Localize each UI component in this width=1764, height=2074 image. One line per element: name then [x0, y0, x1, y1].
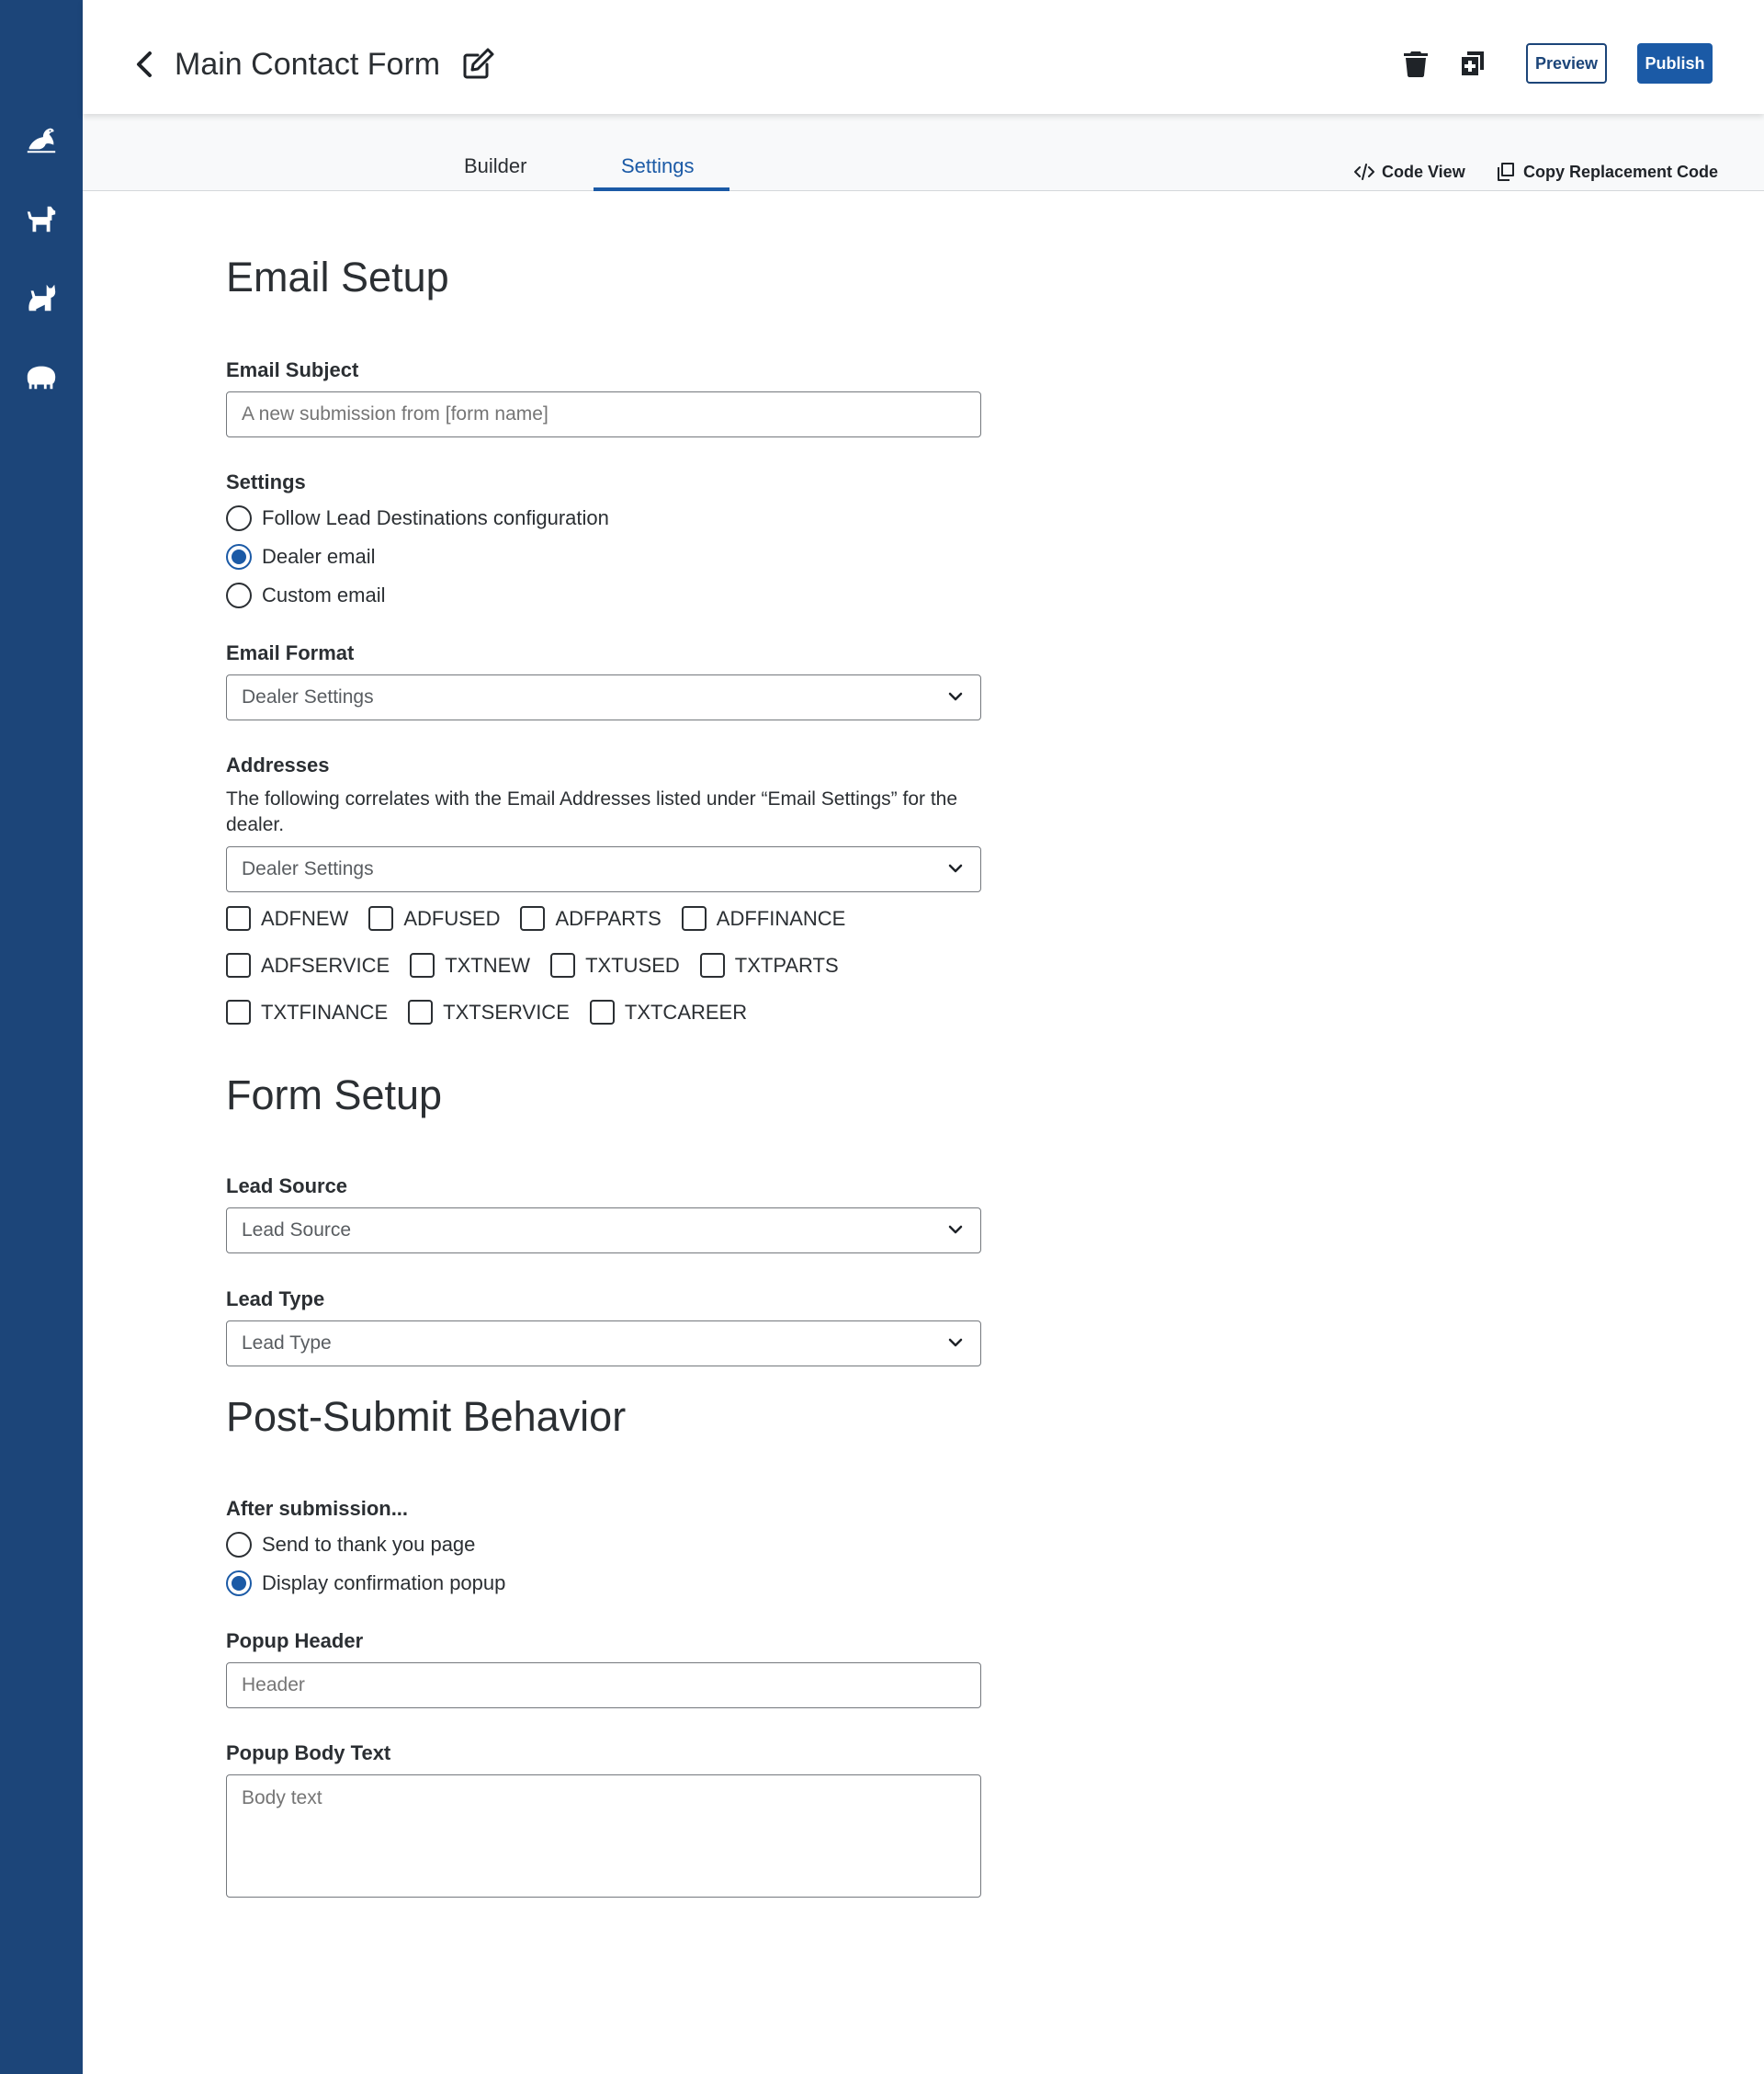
lead-type-select[interactable] [226, 1320, 981, 1366]
active-tab-indicator [594, 187, 729, 191]
addresses-label: Addresses [226, 754, 330, 776]
checkbox-adfused[interactable] [368, 906, 500, 931]
address-checkbox-row [226, 1000, 767, 1025]
checkbox-txtused[interactable] [550, 953, 680, 978]
sidebar-item-elephant[interactable] [23, 358, 60, 395]
settings-label: Settings [226, 470, 306, 493]
publish-button[interactable]: Publish [1637, 43, 1713, 84]
duplicate-button[interactable] [1457, 46, 1488, 81]
seal-icon [24, 121, 59, 156]
checkbox-label: TXTCAREER [624, 1000, 748, 1024]
checkbox-txtfinance[interactable] [226, 1000, 388, 1025]
page-header [83, 0, 1764, 114]
radio-button[interactable] [226, 583, 252, 608]
post-submit-title: Post-Submit Behavior [226, 1393, 627, 1440]
radio-follow-lead-destinations[interactable] [226, 505, 609, 531]
checkbox[interactable] [368, 906, 393, 931]
popup-body-label: Popup Body Text [226, 1741, 391, 1764]
chevron-down-icon [947, 1336, 964, 1349]
checkbox-txtparts[interactable] [700, 953, 839, 978]
lead-source-select[interactable] [226, 1207, 981, 1253]
radio-custom-email[interactable] [226, 583, 385, 608]
checkbox-txtnew[interactable] [410, 953, 530, 978]
form-setup-title: Form Setup [226, 1071, 443, 1118]
radio-button[interactable] [226, 544, 252, 570]
checkbox-txtservice[interactable] [408, 1000, 570, 1025]
duplicate-icon [1460, 50, 1486, 77]
checkbox[interactable] [520, 906, 545, 931]
lead-source-label: Lead Source [226, 1174, 348, 1197]
checkbox[interactable] [700, 953, 725, 978]
radio-label: Send to thank you page [262, 1533, 476, 1556]
checkbox-label: TXTNEW [445, 953, 531, 977]
pencil-square-icon [461, 46, 496, 81]
copy-icon [1496, 162, 1516, 182]
cat-icon [24, 280, 59, 315]
edit-title-button[interactable] [461, 46, 498, 83]
email-subject-input[interactable] [226, 391, 981, 437]
code-view-label: Code View [1382, 162, 1465, 181]
page-title: Main Contact Form [175, 47, 441, 82]
checkbox[interactable] [410, 953, 435, 978]
checkbox[interactable] [408, 1000, 433, 1025]
checkbox-label: ADFSERVICE [261, 953, 390, 977]
popup-body-textarea[interactable] [226, 1774, 981, 1898]
select-value: Dealer Settings [242, 858, 374, 879]
email-format-select[interactable] [226, 674, 981, 720]
addresses-help-text: The following correlates with the Email Addresses listed under “Email Settings” for the dealer. [226, 788, 958, 835]
radio-dealer-email[interactable] [226, 544, 376, 570]
sidebar-item-dog[interactable] [23, 200, 60, 237]
radio-button[interactable] [226, 505, 252, 531]
checkbox[interactable] [590, 1000, 615, 1025]
dog-icon [24, 201, 59, 236]
checkbox-label: ADFUSED [403, 906, 501, 930]
radio-label: Dealer email [262, 545, 376, 568]
checkbox-label: ADFPARTS [555, 906, 662, 930]
checkbox[interactable] [550, 953, 575, 978]
popup-header-label: Popup Header [226, 1629, 364, 1652]
delete-button[interactable] [1400, 46, 1431, 81]
checkbox[interactable] [226, 906, 251, 931]
copy-replacement-code-label: Copy Replacement Code [1523, 162, 1719, 181]
tab-settings[interactable]: Settings [621, 154, 695, 177]
email-format-label: Email Format [226, 641, 355, 664]
checkbox-adffinance[interactable] [682, 906, 846, 931]
sidebar [0, 0, 83, 2074]
radio-label: Custom email [262, 584, 386, 606]
code-view-link[interactable] [1354, 162, 1465, 182]
chevron-down-icon [947, 862, 964, 875]
chevron-down-icon [947, 1223, 964, 1236]
checkbox[interactable] [682, 906, 707, 931]
chevron-down-icon [947, 690, 964, 703]
elephant-icon [24, 359, 59, 394]
select-value: Dealer Settings [242, 686, 374, 708]
checkbox-txtcareer[interactable] [590, 1000, 747, 1025]
popup-header-input[interactable] [226, 1662, 981, 1708]
radio-label: Follow Lead Destinations configuration [262, 506, 609, 529]
checkbox-adfservice[interactable] [226, 953, 390, 978]
checkbox-adfparts[interactable] [520, 906, 661, 931]
checkbox-label: TXTUSED [585, 953, 680, 977]
radio-send-to-thank-you-page[interactable] [226, 1532, 475, 1558]
lead-type-label: Lead Type [226, 1287, 325, 1310]
address-checkbox-row [226, 906, 865, 931]
tab-builder[interactable]: Builder [464, 154, 527, 177]
radio-display-confirmation-popup[interactable] [226, 1570, 505, 1596]
email-setup-title: Email Setup [226, 254, 449, 300]
checkbox-label: ADFNEW [261, 906, 349, 930]
radio-button[interactable] [226, 1532, 252, 1558]
checkbox-label: TXTPARTS [734, 953, 839, 977]
select-value: Lead Type [242, 1332, 332, 1354]
checkbox-label: TXTFINANCE [261, 1000, 389, 1024]
email-subject-label: Email Subject [226, 358, 359, 381]
select-value: Lead Source [242, 1219, 352, 1241]
checkbox-label: ADFFINANCE [716, 906, 846, 930]
tab-bar [83, 114, 1764, 191]
preview-button[interactable]: Preview [1526, 43, 1607, 84]
checkbox[interactable] [226, 953, 251, 978]
checkbox-adfnew[interactable] [226, 906, 348, 931]
addresses-select[interactable] [226, 846, 981, 892]
back-button[interactable] [130, 46, 158, 83]
chevron-left-icon [134, 51, 154, 78]
checkbox-label: TXTSERVICE [443, 1000, 570, 1024]
sidebar-item-seal[interactable] [23, 120, 60, 157]
checkbox[interactable] [226, 1000, 251, 1025]
radio-button[interactable] [226, 1570, 252, 1596]
after-submission-label: After submission... [226, 1497, 409, 1520]
code-icon [1354, 162, 1374, 182]
address-checkbox-row [226, 953, 859, 978]
copy-replacement-code-link[interactable] [1496, 162, 1718, 182]
sidebar-item-cat[interactable] [23, 279, 60, 316]
trash-icon [1403, 50, 1429, 77]
radio-label: Display confirmation popup [262, 1571, 506, 1594]
